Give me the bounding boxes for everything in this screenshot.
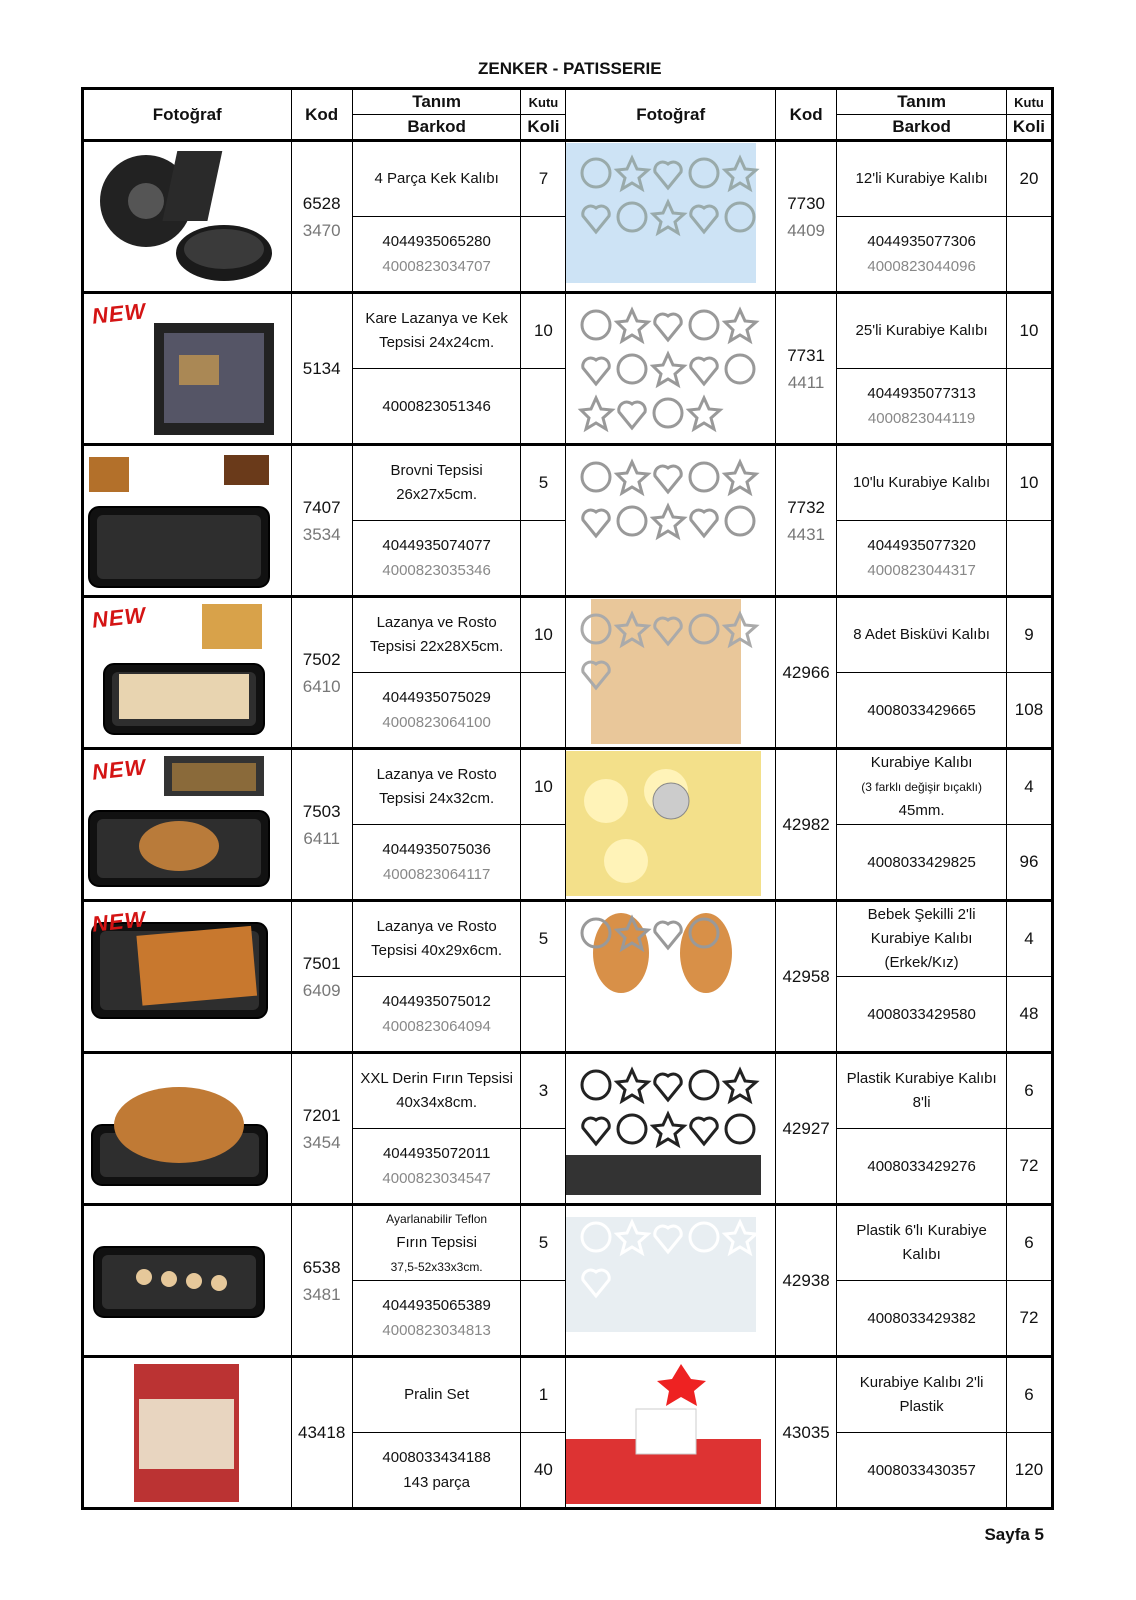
product-image (84, 447, 279, 592)
catalog-sheet (81, 87, 1054, 1510)
barcode-primary: 4044935074077 (382, 537, 491, 554)
product-image (84, 1359, 279, 1504)
kod-primary: 42982 (782, 815, 830, 834)
barcode-primary: 4044935072011 (382, 1145, 491, 1162)
product-photo (84, 599, 291, 747)
koli-cell (521, 1129, 566, 1205)
kutu-cell: 4 (1006, 749, 1052, 825)
new-badge: NEW (90, 753, 148, 785)
kutu-cell: 6 (1006, 1205, 1052, 1281)
product-photo (84, 447, 291, 595)
product-photo (84, 295, 291, 443)
desc-cell (352, 1053, 521, 1129)
koli-cell: 96 (1006, 825, 1052, 901)
product-image (566, 143, 761, 288)
kod-cell (291, 749, 352, 901)
product-row (83, 597, 1053, 673)
product-description: 8 Adet Bisküvi Kalıbı (853, 626, 990, 643)
photo-cell (566, 901, 776, 1053)
barcode-secondary: 4000823044096 (867, 258, 976, 275)
product-description: Plastik Kurabiye Kalıbı 8'li (846, 1070, 997, 1111)
kutu-cell: 5 (521, 901, 566, 977)
photo-cell (566, 597, 776, 749)
barcode-secondary: 4000823035346 (382, 562, 491, 579)
kutu-cell: 3 (521, 1053, 566, 1129)
product-row (83, 901, 1053, 977)
kod-primary: 7501 (302, 953, 341, 973)
barcode-primary: 4008033430357 (867, 1461, 976, 1479)
desc-cell (837, 597, 1007, 673)
kod-secondary: 6410 (302, 676, 341, 696)
header-kutu-left: Kutu (521, 89, 566, 115)
product-photo (84, 143, 291, 291)
kod-primary: 7407 (302, 497, 341, 517)
kutu-cell: 5 (521, 1205, 566, 1281)
header-tanim-left: Tanım (352, 89, 521, 115)
kutu-cell: 9 (1006, 597, 1052, 673)
kod-primary: 7503 (302, 801, 341, 821)
photo-cell (83, 1205, 292, 1357)
product-row (83, 1205, 1053, 1281)
product-row (83, 749, 1053, 825)
koli-cell (521, 369, 566, 445)
barcode-secondary: 4000823064094 (382, 1018, 491, 1035)
kod-cell (775, 141, 836, 293)
product-description: Fırın Tepsisi (396, 1234, 477, 1251)
product-image (84, 1055, 279, 1200)
kod-secondary: 3470 (302, 220, 341, 240)
koli-cell: 120 (1006, 1433, 1052, 1509)
header-kod-right: Kod (775, 89, 836, 141)
product-photo (566, 903, 775, 1051)
kod-primary: 7730 (787, 193, 826, 213)
product-row (83, 293, 1053, 369)
koli-cell (521, 521, 566, 597)
desc-cell (352, 901, 521, 977)
kod-cell (775, 293, 836, 445)
desc-cell (352, 141, 521, 217)
kod-primary: 43418 (298, 1423, 346, 1442)
barcode-primary: 4008033429580 (867, 1005, 976, 1023)
barcode-secondary: 4000823064100 (382, 714, 491, 731)
barcode-cell (837, 369, 1007, 445)
barcode-cell (837, 1281, 1007, 1357)
barcode-primary: 4044935075029 (382, 689, 491, 706)
kod-cell (291, 1357, 352, 1509)
product-description: XXL Derin Fırın Tepsisi 40x34x8cm. (360, 1070, 513, 1111)
barcode-cell (352, 1129, 521, 1205)
barcode-secondary: 143 parça (403, 1474, 470, 1491)
product-photo (566, 447, 775, 595)
product-photo (566, 1055, 775, 1203)
barcode-primary: 4008033429276 (867, 1157, 976, 1175)
header-photo-right: Fotoğraf (566, 89, 776, 141)
product-photo (566, 1207, 775, 1355)
product-image (566, 751, 761, 896)
kutu-cell: 10 (521, 749, 566, 825)
desc-cell (837, 293, 1007, 369)
product-row (83, 141, 1053, 217)
kod-secondary: 3481 (302, 1284, 341, 1304)
kod-cell (291, 445, 352, 597)
desc-cell (352, 1205, 521, 1281)
desc-small: (3 farklı değişir bıçaklı) (861, 780, 982, 794)
kod-cell (775, 1053, 836, 1205)
product-photo (566, 295, 775, 443)
koli-cell (521, 217, 566, 293)
product-image (566, 447, 761, 592)
product-image (84, 143, 279, 288)
page-number: Sayfa 5 (984, 1525, 1044, 1544)
kutu-cell: 10 (1006, 445, 1052, 521)
barcode-cell (837, 1433, 1007, 1509)
product-image (566, 903, 761, 1048)
kutu-cell: 6 (1006, 1053, 1052, 1129)
product-photo (84, 751, 291, 899)
catalog-rows (83, 141, 1053, 1509)
header-koli-left: Koli (521, 115, 566, 141)
header-koli-right: Koli (1006, 115, 1052, 141)
kod-cell (775, 597, 836, 749)
barcode-secondary: 4000823034547 (382, 1170, 491, 1187)
kod-cell (291, 141, 352, 293)
kod-cell (291, 901, 352, 1053)
koli-cell (1006, 521, 1052, 597)
product-description: Lazanya ve Rosto Tepsisi 40x29x6cm. (371, 918, 503, 959)
barcode-cell (352, 521, 521, 597)
page-title: ZENKER - PATISSERIE (478, 59, 662, 78)
new-badge: NEW (90, 297, 148, 329)
product-description: Pralin Set (404, 1386, 470, 1403)
barcode-cell (352, 217, 521, 293)
desc-cell (837, 141, 1007, 217)
barcode-primary: 4044935065389 (382, 1297, 491, 1314)
barcode-secondary: 4000823064117 (382, 866, 491, 883)
product-photo (566, 599, 775, 747)
kod-primary: 6528 (302, 193, 341, 213)
kod-cell (775, 445, 836, 597)
barcode-secondary: 4000823044119 (867, 410, 976, 427)
photo-cell (566, 445, 776, 597)
kod-primary: 43035 (782, 1423, 830, 1442)
koli-cell: 108 (1006, 673, 1052, 749)
barcode-cell (352, 1281, 521, 1357)
product-photo (566, 1359, 775, 1507)
header-barkod-left: Barkod (352, 115, 521, 141)
kod-primary: 42927 (782, 1119, 830, 1138)
photo-cell (566, 1053, 776, 1205)
barcode-primary: 4000823051346 (382, 397, 491, 415)
koli-cell (521, 673, 566, 749)
new-badge: NEW (90, 601, 148, 633)
kod-secondary: 3454 (302, 1132, 341, 1152)
product-description: Brovni Tepsisi 26x27x5cm. (390, 462, 483, 503)
barcode-primary: 4008033429382 (867, 1309, 976, 1327)
product-description: Lazanya ve Rosto Tepsisi 22x28X5cm. (369, 614, 504, 655)
barcode-primary: 4044935065280 (382, 233, 491, 250)
kutu-cell: 20 (1006, 141, 1052, 217)
barcode-secondary: 4000823034813 (382, 1322, 491, 1339)
desc-cell (352, 293, 521, 369)
desc-extra: 45mm. (898, 802, 945, 819)
koli-cell: 40 (521, 1433, 566, 1509)
kod-primary: 42938 (782, 1271, 830, 1290)
barcode-primary: 4044935075036 (382, 841, 491, 858)
product-photo (84, 903, 291, 1051)
kod-cell (291, 1205, 352, 1357)
desc-cell (352, 597, 521, 673)
desc-cell (352, 749, 521, 825)
desc-cell (352, 1357, 521, 1433)
kod-secondary: 6411 (303, 828, 340, 848)
photo-cell (83, 141, 292, 293)
photo-cell (566, 1357, 776, 1509)
header-row-1 (83, 89, 1053, 115)
koli-cell: 72 (1006, 1281, 1052, 1357)
product-description: Bebek Şekilli 2'li Kurabiye Kalıbı (Erkek/Kız) (867, 906, 976, 971)
product-description: Kurabiye Kalıbı 2'li Plastik (859, 1374, 984, 1415)
barcode-cell (352, 1433, 521, 1509)
koli-cell: 48 (1006, 977, 1052, 1053)
kod-secondary: 4431 (787, 524, 826, 544)
product-image (566, 1359, 761, 1504)
product-image (566, 1055, 761, 1200)
koli-cell (1006, 369, 1052, 445)
product-description: 25'li Kurabiye Kalıbı (855, 322, 988, 339)
desc-cell (837, 1205, 1007, 1281)
desc-cell (837, 1357, 1007, 1433)
kod-cell (291, 597, 352, 749)
kod-secondary: 4411 (787, 372, 825, 392)
kutu-cell: 4 (1006, 901, 1052, 977)
desc-cell (837, 749, 1007, 825)
barcode-cell (837, 825, 1007, 901)
product-description: Lazanya ve Rosto Tepsisi 24x32cm. (376, 766, 497, 807)
barcode-secondary: 4000823034707 (382, 258, 491, 275)
photo-cell (83, 1053, 292, 1205)
barcode-cell (837, 521, 1007, 597)
photo-cell (566, 749, 776, 901)
koli-cell (521, 1281, 566, 1357)
kod-cell (775, 749, 836, 901)
product-row (83, 1357, 1053, 1433)
desc-cell (837, 445, 1007, 521)
kod-primary: 7502 (302, 649, 341, 669)
koli-cell: 72 (1006, 1129, 1052, 1205)
kod-primary: 7732 (787, 497, 826, 517)
barcode-primary: 4044935077306 (867, 233, 976, 250)
kod-primary: 7201 (302, 1105, 341, 1125)
desc-small: Ayarlanabilir Teflon (386, 1212, 488, 1226)
desc-extra: 37,5-52x33x3cm. (390, 1260, 483, 1274)
product-description: Plastik 6'lı Kurabiye Kalıbı (856, 1222, 987, 1263)
kod-cell (775, 901, 836, 1053)
photo-cell (83, 749, 292, 901)
kutu-cell: 10 (521, 293, 566, 369)
kod-secondary: 6409 (302, 980, 341, 1000)
header-barkod-right: Barkod (837, 115, 1007, 141)
product-description: 12'li Kurabiye Kalıbı (855, 170, 988, 187)
desc-cell (837, 1053, 1007, 1129)
product-photo (84, 1055, 291, 1203)
barcode-primary: 4044935077320 (867, 537, 976, 554)
product-row (83, 1053, 1053, 1129)
kod-primary: 5134 (302, 359, 341, 378)
kutu-cell: 6 (1006, 1357, 1052, 1433)
new-badge: NEW (90, 905, 148, 937)
barcode-primary: 4044935075012 (382, 993, 491, 1010)
barcode-cell (352, 369, 521, 445)
barcode-primary: 4008033429665 (867, 701, 976, 719)
header-kod-left: Kod (291, 89, 352, 141)
photo-cell (566, 1205, 776, 1357)
kutu-cell: 10 (521, 597, 566, 673)
kutu-cell: 7 (521, 141, 566, 217)
kod-cell (291, 293, 352, 445)
barcode-primary: 4008033434188 (382, 1449, 491, 1466)
kod-cell (775, 1357, 836, 1509)
photo-cell (83, 901, 292, 1053)
barcode-cell (352, 977, 521, 1053)
product-image (84, 1207, 279, 1352)
product-photo (566, 143, 775, 291)
koli-cell (521, 977, 566, 1053)
product-photo (566, 751, 775, 899)
kod-secondary: 3534 (302, 524, 341, 544)
barcode-cell (352, 673, 521, 749)
kod-secondary: 4409 (787, 220, 826, 240)
kod-cell (291, 1053, 352, 1205)
barcode-secondary: 4000823044317 (867, 562, 976, 579)
product-description: Kare Lazanya ve Kek Tepsisi 24x24cm. (365, 310, 508, 351)
barcode-cell (352, 825, 521, 901)
header-photo-left: Fotoğraf (83, 89, 292, 141)
desc-cell (352, 445, 521, 521)
barcode-cell (837, 217, 1007, 293)
kutu-cell: 1 (521, 1357, 566, 1433)
product-description: 10'lu Kurabiye Kalıbı (853, 474, 991, 491)
desc-cell (837, 901, 1007, 977)
kod-primary: 6538 (302, 1257, 341, 1277)
kutu-cell: 5 (521, 445, 566, 521)
barcode-cell (837, 977, 1007, 1053)
kutu-cell: 10 (1006, 293, 1052, 369)
photo-cell (566, 293, 776, 445)
product-image (566, 599, 761, 744)
product-image (566, 1207, 761, 1352)
product-photo (84, 1207, 291, 1355)
kod-primary: 42958 (782, 967, 830, 986)
photo-cell (83, 597, 292, 749)
header-kutu-right: Kutu (1006, 89, 1052, 115)
header-tanim-right: Tanım (837, 89, 1007, 115)
product-description: 4 Parça Kek Kalıbı (374, 170, 499, 187)
kod-primary: 42966 (782, 663, 830, 682)
kod-primary: 7731 (787, 345, 826, 365)
barcode-cell (837, 673, 1007, 749)
koli-cell (1006, 217, 1052, 293)
barcode-cell (837, 1129, 1007, 1205)
kod-cell (775, 1205, 836, 1357)
photo-cell (566, 141, 776, 293)
catalog-table (81, 87, 1054, 1510)
photo-cell (83, 1357, 292, 1509)
photo-cell (83, 293, 292, 445)
photo-cell (83, 445, 292, 597)
barcode-primary: 4044935077313 (867, 385, 976, 402)
product-row (83, 445, 1053, 521)
product-photo (84, 1359, 291, 1507)
barcode-primary: 4008033429825 (867, 853, 976, 871)
koli-cell (521, 825, 566, 901)
product-description: Kurabiye Kalıbı (870, 754, 973, 771)
product-image (566, 295, 761, 440)
